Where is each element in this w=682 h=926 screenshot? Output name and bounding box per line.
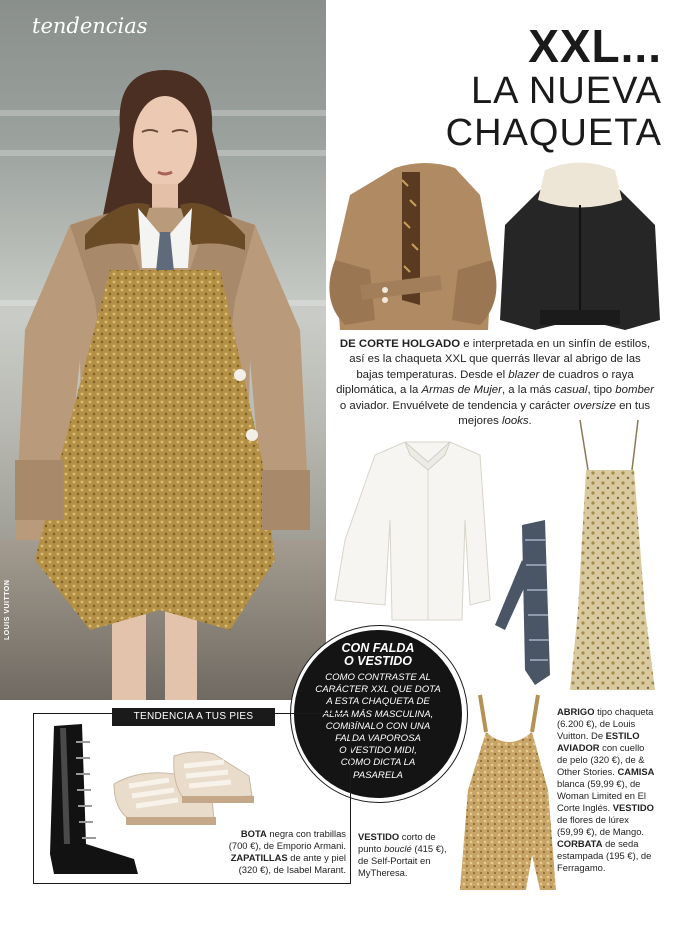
caption-bold: CAMISA: [617, 766, 655, 777]
callout-line: A ESTA CHAQUETA DE: [326, 696, 430, 708]
intro-italic: blazer: [508, 368, 540, 381]
callout-line: O VESTIDO MIDI,: [339, 745, 417, 757]
intro-italic: looks: [501, 415, 529, 428]
caption-bold: VESTIDO: [612, 802, 654, 813]
runway-model-illustration: [0, 0, 326, 700]
callout-line: COMO CONTRASTE AL: [325, 672, 431, 683]
intro-text: e interpretada en un sinfín de estilos, así es la chaqueta XXL que querrás llevar al abrigo de las bajas temperaturas. Desde el: [349, 338, 651, 381]
dress-caption: [358, 831, 458, 879]
camel-oversized-jacket: [329, 163, 496, 330]
intro-text: en tus mejores: [458, 399, 651, 428]
shoes-box-label: TENDENCIA A TUS PIES: [112, 708, 275, 726]
black-aviator-jacket: [500, 163, 660, 331]
intro-lead: DE CORTE HOLGADO: [339, 338, 461, 350]
caption-italic: bouclé: [384, 843, 412, 854]
caption-bold: ZAPATILLAS: [230, 852, 288, 863]
intro-italic: casual: [554, 384, 588, 397]
intro-text: .: [528, 415, 532, 428]
caption-bold: BOTA: [240, 828, 267, 839]
caption-text: tipo chaqueta (6.200 €), de Louis Vuitton. De: [557, 706, 654, 741]
suede-sneakers: [114, 752, 254, 825]
caption-text: de flores de lúrex (59,99 €), de Mango.: [557, 814, 645, 837]
shoes-caption: [226, 828, 346, 876]
caption-bold: ABRIGO: [557, 706, 595, 717]
intro-paragraph: [336, 337, 654, 429]
intro-italic: Armas de Mujer: [421, 384, 502, 397]
callout-line: COMO DICTA LA: [340, 757, 416, 769]
caption-text: blanca (59,99 €), de Woman Limited en El Corte Inglés.: [557, 778, 646, 813]
callout-line: PASARELA: [353, 769, 403, 781]
intro-text: , a la más: [501, 384, 555, 397]
callout-line: COMBÍNALO CON UNA: [325, 720, 431, 732]
headline-line-1: XXL...: [528, 20, 662, 72]
callout-line: ALMA MÁS MASCULINA,: [322, 708, 434, 720]
main-caption: [557, 706, 655, 874]
callout-title-1: CON FALDA: [341, 641, 415, 655]
headline-line-2: LA NUEVA: [470, 70, 662, 112]
caption-text: de ante y piel (320 €), de Isabel Marant.: [238, 852, 346, 875]
photo-credit: LOUIS VUITTON: [4, 579, 11, 640]
intro-text: o aviador. Envuélvete de tendencia y carácter: [339, 399, 574, 412]
intro-italic: bomber: [615, 384, 654, 397]
section-tag: tendencias: [32, 14, 148, 38]
patterned-tie: [495, 520, 550, 685]
intro-italic: oversize: [573, 399, 616, 412]
callout-line: CARÁCTER XXL QUE DOTA: [315, 684, 441, 696]
headline: [446, 22, 662, 154]
intro-text: de cuadros o raya diplomática, a la: [336, 368, 634, 397]
callout-title-2: O VESTIDO: [343, 654, 413, 668]
headline-line-3: CHAQUETA: [445, 112, 662, 154]
boucle-knit-dress: [460, 695, 556, 890]
caption-text: corto de punto: [358, 831, 436, 854]
caption-text: con cuello de pelo (320 €), de & Other Stories.: [557, 742, 645, 777]
caption-bold: VESTIDO: [358, 831, 400, 842]
caption-bold: ESTILO AVIADOR: [557, 730, 640, 753]
caption-text: negra con trabillas (700 €), de Emporio Armani.: [228, 828, 346, 851]
white-shirt: [335, 442, 490, 620]
caption-text: de seda estampada (195 €), de Ferragamo.: [557, 838, 652, 873]
caption-text: (415 €), de Self-Portait en MyTheresa.: [358, 843, 447, 878]
runway-photo: [0, 0, 326, 700]
callout-line: FALDA VAPOROSA: [335, 733, 421, 745]
floral-lurex-dress: [570, 420, 655, 690]
caption-bold: CORBATA: [557, 838, 603, 849]
intro-text: , tipo: [587, 384, 616, 397]
